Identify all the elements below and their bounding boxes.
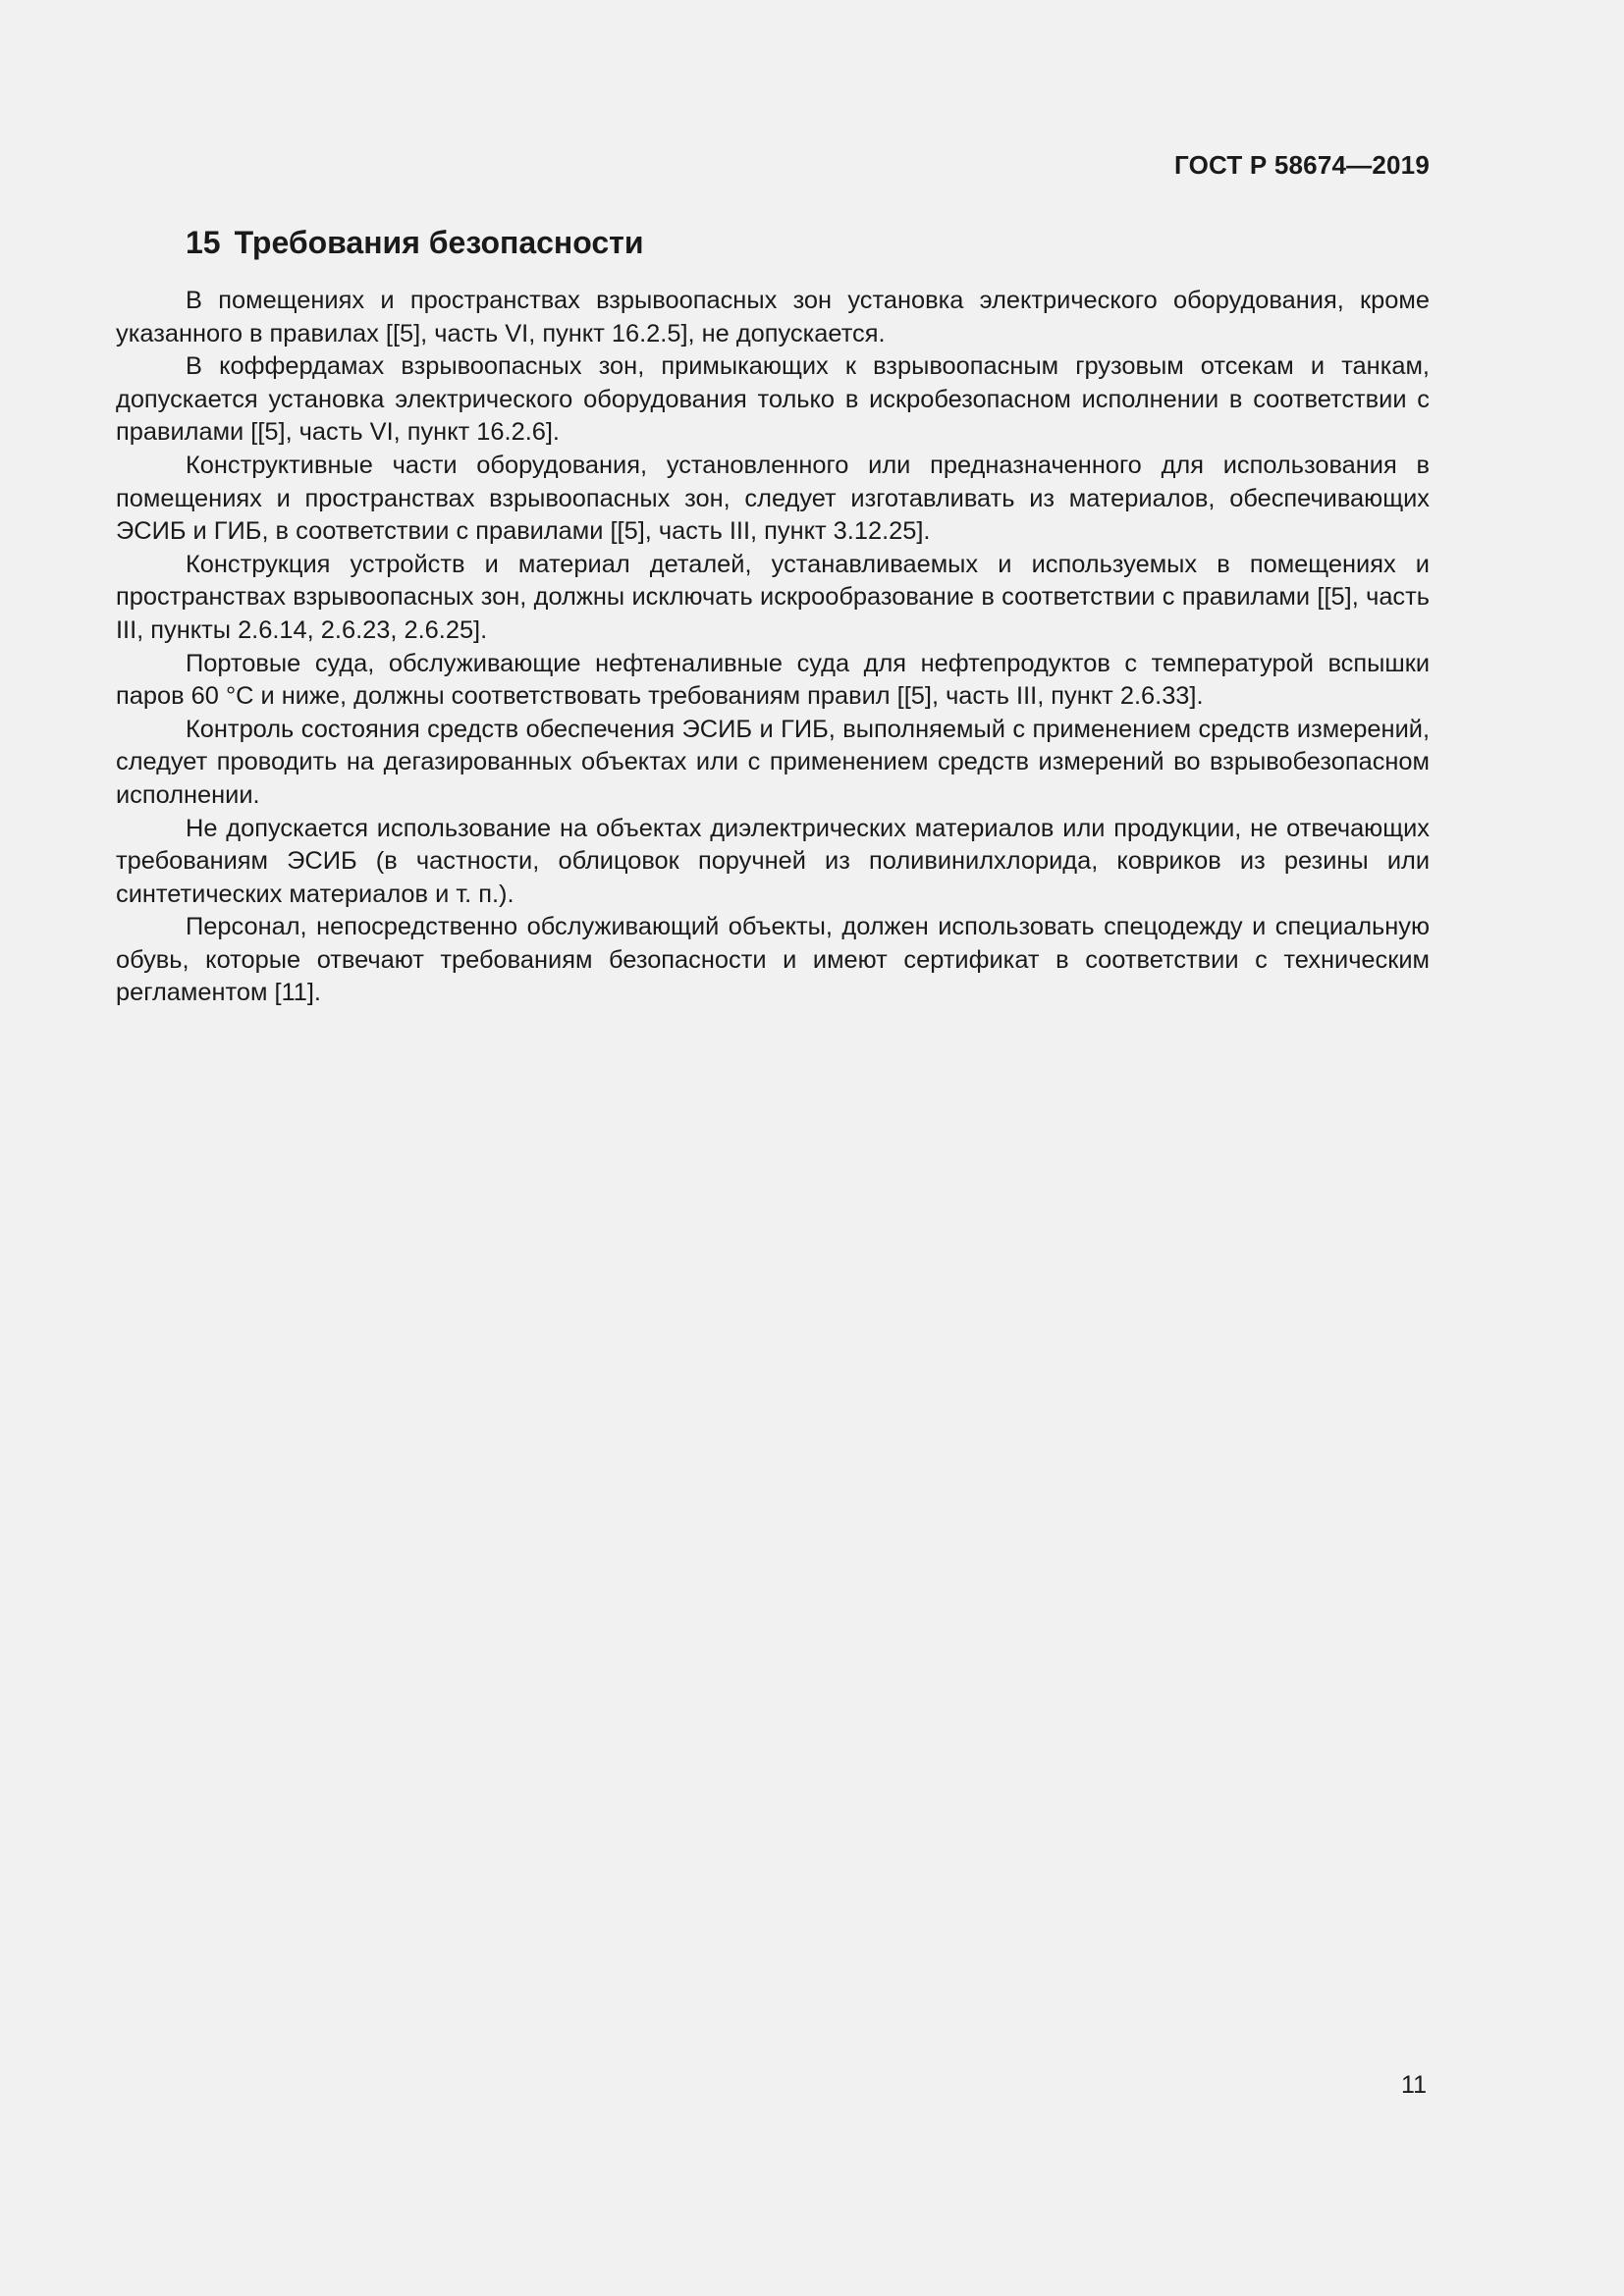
paragraph: Конструктивные части оборудования, установленного или предназначенного для использования в помещениях и пространствах взрывоопасных зон, следует изготавливать из материалов, обеспечивающих ЭСИБ и ГИБ, в соответствии с правилами [[5], часть III, пункт 3.12.25]. [116, 451, 1430, 546]
paragraph: В коффердамах взрывоопасных зон, примыкающих к взрывоопасным грузовым отсекам и танкам, допускается установка электрического оборудования только в искробезопасном исполнении в соответствии с правилами [[5], часть VI, пункт 16.2.6]. [116, 352, 1430, 447]
paragraph: Персонал, непосредственно обслуживающий объекты, должен использовать спецодежду и специальную обувь, которые отвечают требованиям безопасности и имеют сертификат в соответствии с техническим регламентом [11]. [116, 913, 1430, 1007]
paragraph: В помещениях и пространствах взрывоопасных зон установка электрического оборудования, кроме указанного в правилах [[5], часть VI, пункт 16.2.5], не допускается. [116, 287, 1430, 347]
paragraph: Не допускается использование на объектах диэлектрических материалов или продукции, не отвечающих требованиям ЭСИБ (в частности, облицовок поручней из поливинилхлорида, ковриков из резины или синтетических материалов и т. п.). [116, 814, 1430, 908]
paragraph: Контроль состояния средств обеспечения ЭСИБ и ГИБ, выполняемый с применением средств измерений, следует проводить на дегазированных объектах или с применением средств измерений во взрывобезопасном исполнении. [116, 715, 1430, 809]
section-heading [186, 225, 644, 261]
paragraph: Конструкция устройств и материал деталей, устанавливаемых и используемых в помещениях и пространствах взрывоопасных зон, должны исключать искрообразование в соответствии с правилами [[5], часть III, пункты 2.6.14, 2.6.23, 2.6.25]. [116, 550, 1430, 644]
section-title: Требования безопасности [234, 225, 644, 260]
page-number: 11 [1401, 2071, 1427, 2099]
paragraph: Портовые суда, обслуживающие нефтеналивные суда для нефтепродуктов с температурой вспышки паров 60 °С и ниже, должны соответствовать требованиям правил [[5], часть III, пункт 2.6.33]. [116, 649, 1430, 711]
document-code: ГОСТ Р 58674—2019 [1174, 150, 1430, 180]
section-body [116, 285, 1430, 1010]
section-number: 15 [186, 225, 221, 260]
